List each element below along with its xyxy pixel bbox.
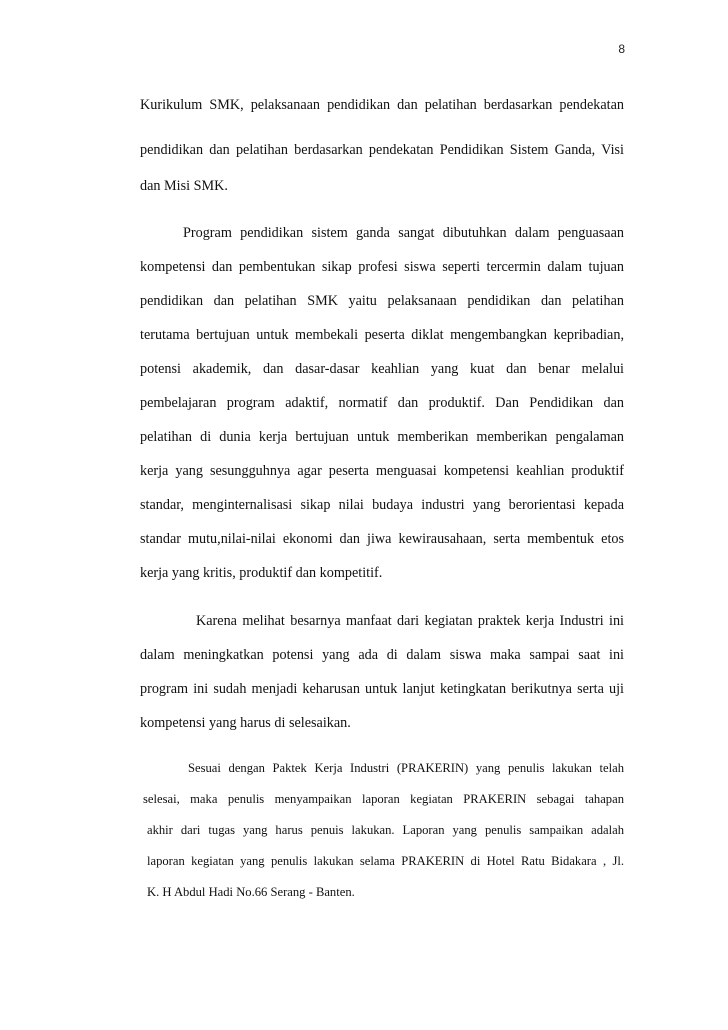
paragraph-2-line-3: pendidikan dan pelatihan SMK yaitu pelaksanaan pendidikan dan pelatihan <box>140 293 624 309</box>
paragraph-2-line-5: potensi akademik, dan dasar-dasar keahlian yang kuat dan benar melalui <box>140 361 624 377</box>
paragraph-2-line-7: pelatihan di dunia kerja bertujuan untuk memberikan memberikan pengalaman <box>140 429 624 445</box>
paragraph-2-line-9: standar, menginternalisasi sikap nilai budaya industri yang berorientasi kepada <box>140 497 624 513</box>
paragraph-2-line-1: Program pendidikan sistem ganda sangat dibutuhkan dalam penguasaan <box>183 225 624 241</box>
paragraph-4-line-4: laporan kegiatan yang penulis lakukan selama PRAKERIN di Hotel Ratu Bidakara , Jl. <box>147 854 624 868</box>
paragraph-1-line-3: dan Misi SMK. <box>140 178 228 194</box>
paragraph-2-line-8: kerja yang sesungguhnya agar peserta menguasai kompetensi keahlian produktif <box>140 463 624 479</box>
paragraph-4-line-1: Sesuai dengan Paktek Kerja Industri (PRAKERIN) yang penulis lakukan telah <box>188 761 624 775</box>
paragraph-2-line-4: terutama bertujuan untuk membekali peserta diklat mengembangkan kepribadian, <box>140 327 624 343</box>
paragraph-4-line-2: selesai, maka penulis menyampaikan laporan kegiatan PRAKERIN sebagai tahapan <box>143 792 624 806</box>
paragraph-2-line-10: standar mutu,nilai-nilai ekonomi dan jiwa kewirausahaan, serta membentuk etos <box>140 531 624 547</box>
paragraph-4-line-3: akhir dari tugas yang harus penuis lakukan. Laporan yang penulis sampaikan adalah <box>147 823 624 837</box>
paragraph-2-line-6: pembelajaran program adaktif, normatif dan produktif. Dan Pendidikan dan <box>140 395 624 411</box>
paragraph-3-line-2: dalam meningkatkan potensi yang ada di dalam siswa maka sampai saat ini <box>140 647 624 663</box>
paragraph-4-line-5: K. H Abdul Hadi No.66 Serang - Banten. <box>147 885 355 899</box>
paragraph-3-line-4: kompetensi yang harus di selesaikan. <box>140 715 351 731</box>
paragraph-1-line-2: pendidikan dan pelatihan berdasarkan pendekatan Pendidikan Sistem Ganda, Visi <box>140 142 624 158</box>
paragraph-2-line-11: kerja yang kritis, produktif dan kompetitif. <box>140 565 383 581</box>
paragraph-2-line-2: kompetensi dan pembentukan sikap profesi siswa seperti tercermin dalam tujuan <box>140 259 624 275</box>
paragraph-1-line-1: Kurikulum SMK, pelaksanaan pendidikan dan pelatihan berdasarkan pendekatan <box>140 97 624 113</box>
paragraph-3-line-1: Karena melihat besarnya manfaat dari kegiatan praktek kerja Industri ini <box>196 613 624 629</box>
page-number: 8 <box>618 42 625 56</box>
paragraph-3-line-3: program ini sudah menjadi keharusan untuk lanjut ketingkatan berikutnya serta uji <box>140 681 624 697</box>
